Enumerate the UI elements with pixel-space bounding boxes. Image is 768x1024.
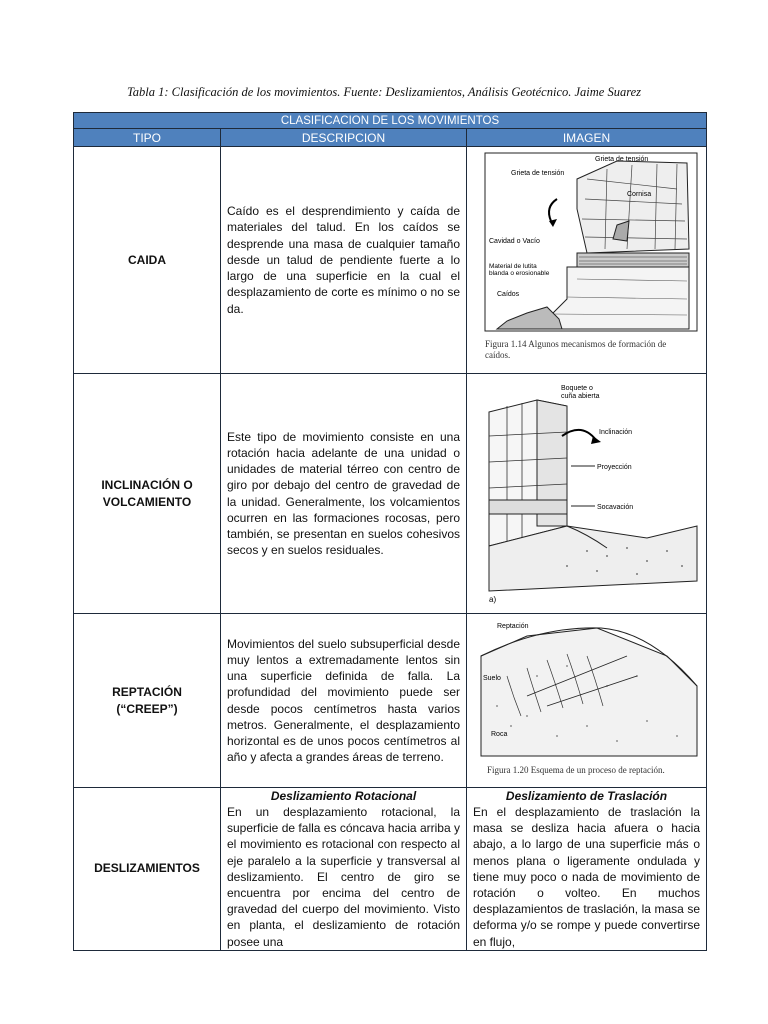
rotacional-text: En un desplazamiento rotacional, la superficie de falla es cóncava hacia arriba y el movimiento es rotacional con respecto al eje paralelo a la superficie y transversal al deslizamiento. El centro de giro se encuentra por encima del centro de gravedad del cuerpo del movimiento. Visto en planta, el deslizamiento de rotación posee una xyxy=(227,805,460,949)
label-material: Material de lutita xyxy=(489,263,537,270)
classification-table xyxy=(73,112,707,951)
image-caida xyxy=(467,147,707,374)
label-boquete: Boquete o xyxy=(561,385,593,392)
rotacional-title: Deslizamiento Rotacional xyxy=(270,789,417,803)
table-title: CLASIFICACION DE LOS MOVIMIENTOS xyxy=(74,113,707,129)
figure-caption-caida-2: caídos. xyxy=(485,350,511,360)
label-inclinacion: Inclinación xyxy=(599,429,633,436)
desc-reptacion: Movimientos del suelo subsuperficial desde muy lentos a extremadamente lentos sin una superficie definida de falla. La profundidad del movimiento puede ser desde pocos centímetros hasta varios metros. Generalmente, el desplazamiento horizontal es de unos pocos centímetros al año y afecta a grandes áreas de terreno. xyxy=(221,614,467,788)
label-reptacion: Reptación xyxy=(497,623,529,630)
label-grieta: Grieta de tensión xyxy=(511,170,565,177)
figure-caption-reptacion: Figura 1.20 Esquema de un proceso de reptación. xyxy=(487,765,665,775)
label-a: a) xyxy=(489,595,497,604)
label-proyeccion: Proyección xyxy=(597,464,632,471)
caida-diagram xyxy=(467,149,707,366)
tipo-deslizamientos: DESLIZAMIENTOS xyxy=(74,788,221,951)
traslacion-text: En el desplazamiento de traslación la masa se desliza hacia afuera o hacia abajo, a lo largo de una superficie más o menos plana o ligeramente ondulada y tiene muy poco o nada de movimiento de rotación o volteo. En muchos desplazamientos de traslación, la masa se deforma y/o se rompe y puede convertirse en flujo, xyxy=(473,805,700,949)
table-row xyxy=(74,614,707,788)
header-imagen: IMAGEN xyxy=(467,129,707,147)
desc-inclinacion: Este tipo de movimiento consiste en una rotación hacia adelante de una unidad o unidades de material térreo con centro de giro por debajo del centro de gravedad de la unidad. Generalmente, los volcamientos ocurren en las formaciones rocosas, pero también, se presentan en suelos cohesivos secos y en suelos residuales. xyxy=(221,374,467,614)
table-caption: Tabla 1: Clasificación de los movimientos. Fuente: Deslizamientos, Análisis Geotécnico. Jaime Suarez xyxy=(126,85,642,99)
tipo-inclinacion xyxy=(74,374,221,614)
reptacion-diagram xyxy=(467,616,707,780)
label-suelo: Suelo xyxy=(483,675,501,682)
label-cuna: cuña abierta xyxy=(561,393,600,400)
table-row xyxy=(74,788,707,951)
label-blanda: blanda o erosionable xyxy=(489,270,550,277)
image-reptacion xyxy=(467,614,707,788)
tipo-inclinacion-line2: VOLCAMIENTO xyxy=(102,494,192,509)
tipo-inclinacion-line1: INCLINACIÓN O xyxy=(101,477,193,492)
table-row xyxy=(74,374,707,614)
desc-caida: Caído es el desprendimiento y caída de materiales del talud. En los caídos se desprende una masa de cualquier tamaño desde un talud de pendiente fuerte a lo largo de una superficie en la cual el desplazamiento de corte es mínimo o no se da. xyxy=(221,147,467,374)
header-descripcion: DESCRIPCION xyxy=(221,129,467,147)
label-cavidad: Cavidad o Vacío xyxy=(489,238,540,245)
svg-text:Grieta de tensión: Grieta de tensión xyxy=(595,156,649,163)
label-caidos: Caídos xyxy=(497,291,520,298)
label-cornisa: Cornisa xyxy=(627,191,652,198)
label-roca: Roca xyxy=(491,731,508,738)
tipo-caida: CAIDA xyxy=(74,147,221,374)
inclinacion-diagram xyxy=(467,376,707,606)
desc-traslacion xyxy=(467,788,707,951)
header-tipo: TIPO xyxy=(74,129,221,147)
image-inclinacion xyxy=(467,374,707,614)
table-row xyxy=(74,147,707,374)
traslacion-title: Deslizamiento de Traslación xyxy=(505,789,668,803)
label-socavacion: Socavación xyxy=(597,504,634,511)
figure-caption-caida: Figura 1.14 Algunos mecanismos de formación de xyxy=(485,339,667,349)
tipo-reptacion: REPTACIÓN (“CREEP”) xyxy=(74,614,221,788)
desc-rotacional xyxy=(221,788,467,951)
